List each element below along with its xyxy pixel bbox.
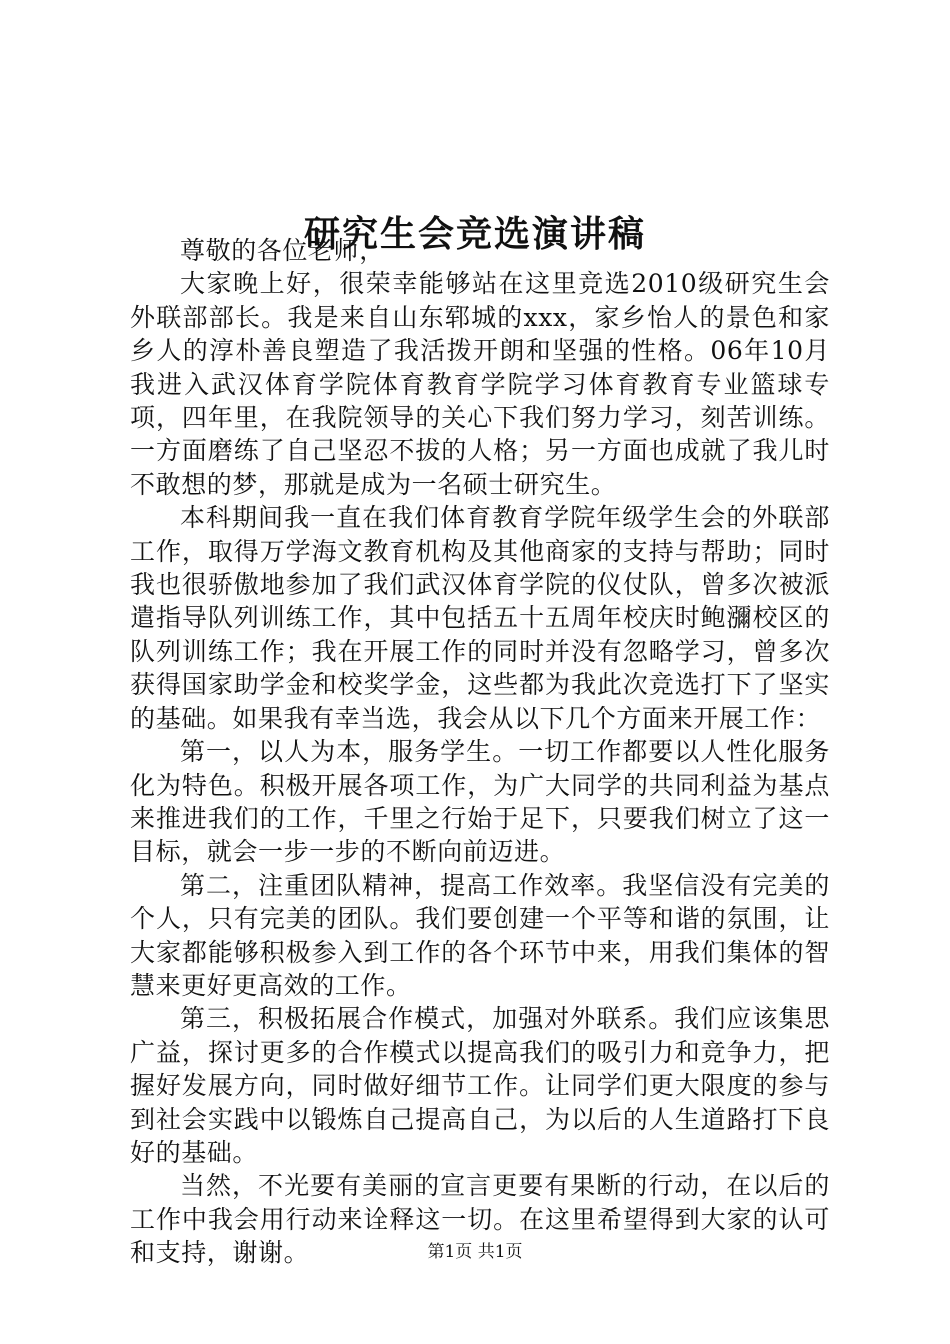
page-number-footer: 第1页 共1页 <box>427 1242 523 1262</box>
body-paragraph: 大家晚上好，很荣幸能够站在这里竞选2010级研究生会外联部部长。我是来自山东郓城的xxx，家乡怡人的景色和家乡人的淳朴善良塑造了我活拨开朗和坚强的性格。06年10月我进入武汉体育学院体育教育学院学习体育教育专业篮球专项，四年里，在我院领导的关心下我们努力学习，刻苦训练。一方面磨练了自己坚忍不拔的人格；另一方面也成就了我儿时不敢想的梦，那就是成为一名硕士研究生。 <box>130 269 830 499</box>
body-paragraph: 本科期间我一直在我们体育教育学院年级学生会的外联部工作，取得万学海文教育机构及其他商家的支持与帮助；同时我也很骄傲地参加了我们武汉体育学院的仪仗队，曾多次被派遣指导队列训练工作，其中包括五十五周年校庆时鲍瀰校区的队列训练工作；我在开展工作的同时并没有忽略学习，曾多次获得国家助学金和校奖学金，这些都为我此次竞选打下了坚实的基础。如果我有幸当选，我会从以下几个方面来开展工作： <box>130 503 830 733</box>
document-title: 研究生会竞选演讲稿 <box>303 213 646 256</box>
salutation-paragraph: 尊敬的各位老师， <box>180 236 385 265</box>
body-paragraph: 第三，积极拓展合作模式，加强对外联系。我们应该集思广益，探讨更多的合作模式以提高我们的吸引力和竞争力，把握好发展方向，同时做好细节工作。让同学们更大限度的参与到社会实践中以锻炼自己提高自己，为以后的人生道路打下良好的基础。 <box>130 1004 830 1167</box>
body-paragraph: 第一，以人为本，服务学生。一切工作都要以人性化服务化为特色。积极开展各项工作，为广大同学的共同利益为基点来推进我们的工作，千里之行始于足下，只要我们树立了这一目标，就会一步一步的不断向前迈进。 <box>130 737 830 867</box>
closing-paragraph: 当然，不光要有美丽的宣言更要有果断的行动，在以后的工作中我会用行动来诠释这一切。在这里希望得到大家的认可和支持，谢谢。 <box>130 1171 830 1268</box>
document-body <box>130 234 830 1270</box>
body-paragraph: 第二，注重团队精神，提高工作效率。我坚信没有完美的个人，只有完美的团队。我们要创建一个平等和谐的氛围，让大家都能够积极参入到工作的各个环节中来，用我们集体的智慧来更好更高效的工作。 <box>130 870 830 1000</box>
